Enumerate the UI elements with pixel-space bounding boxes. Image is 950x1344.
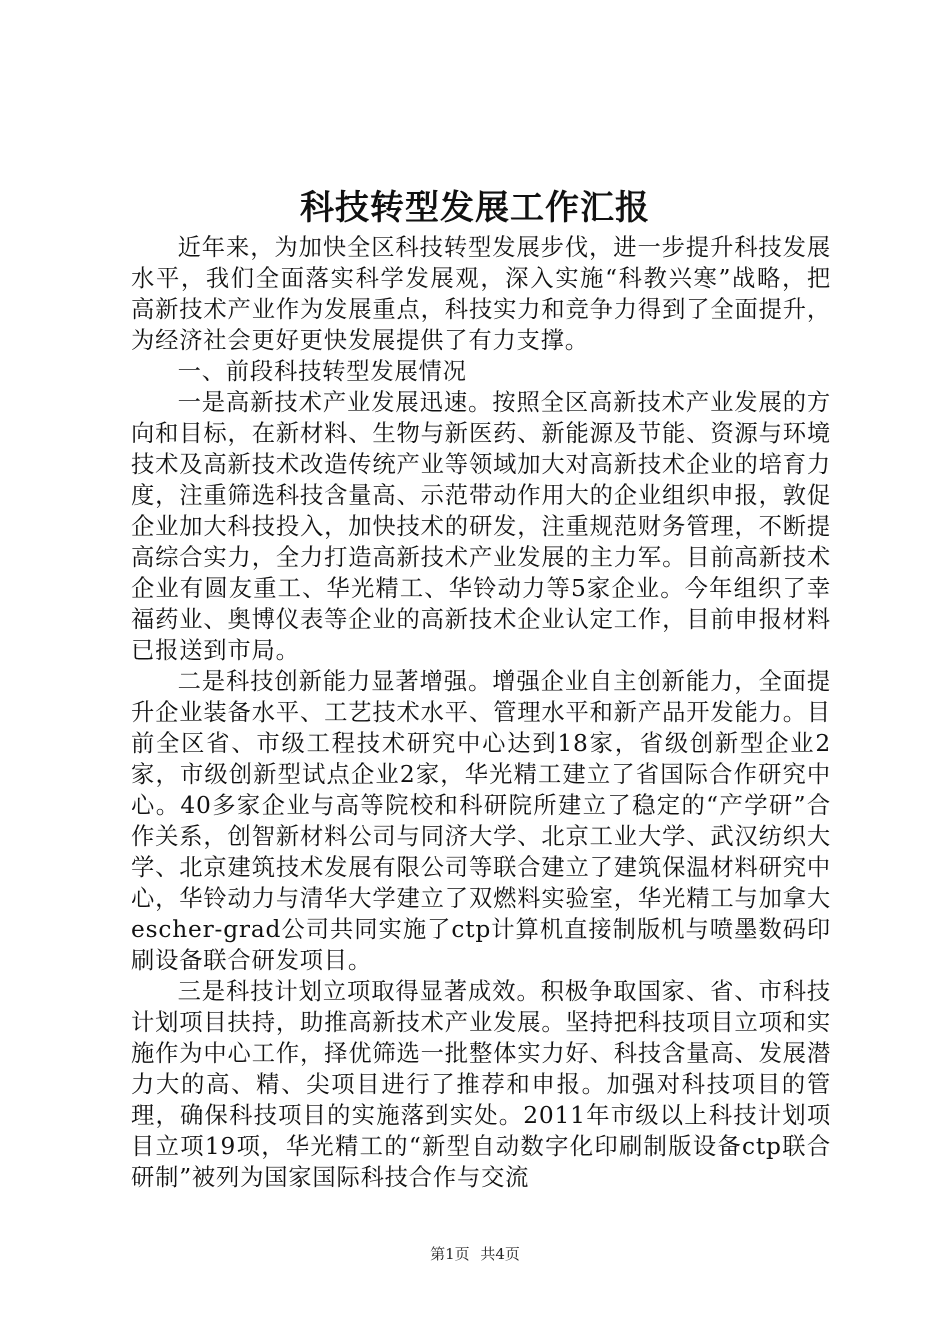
page-footer (0, 1243, 950, 1265)
page-number: 第1页 (430, 1245, 470, 1263)
paragraph-industry: 一是高新技术产业发展迅速。按照全区高新技术产业发展的方向和目标，在新材料、生物与新医药、新能源及节能、资源与环境技术及高新技术改造传统产业等领域加大对高新技术企业的培育力度，注重筛选科技含量高、示范带动作用大的企业组织申报，敦促企业加大科技投入，加快技术的研发，注重规范财务管理，不断提高综合实力，全力打造高新技术产业发展的主力军。目前高新技术企业有圆友重工、华光精工、华铃动力等5家企业。今年组织了幸福药业、奥博仪表等企业的高新技术企业认定工作，目前申报材料已报送到市局。 (131, 389, 831, 664)
paragraph-projects: 三是科技计划立项取得显著成效。积极争取国家、省、市科技计划项目扶持，助推高新技术产业发展。坚持把科技项目立项和实施作为中心工作，择优筛选一批整体实力好、科技含量高、发展潜力大的高、精、尖项目进行了推荐和申报。加强对科技项目的管理，确保科技项目的实施落到实处。2011年市级以上科技计划项目立项19项，华光精工的“新型自动数字化印刷制版设备ctp联合研制”被列为国家国际科技合作与交流 (131, 978, 831, 1191)
paragraph-intro: 近年来，为加快全区科技转型发展步伐，进一步提升科技发展水平，我们全面落实科学发展观，深入实施“科教兴寒”战略，把高新技术产业作为发展重点，科技实力和竞争力得到了全面提升，为经济社会更好更快发展提供了有力支撑。 (131, 234, 831, 354)
section-heading: 一、前段科技转型发展情况 (177, 358, 467, 385)
page-total: 共4页 (480, 1245, 520, 1263)
document-body (131, 232, 831, 1193)
document-title: 科技转型发展工作汇报 (300, 188, 650, 228)
paragraph-innovation: 二是科技创新能力显著增强。增强企业自主创新能力，全面提升企业装备水平、工艺技术水平、管理水平和新产品开发能力。目前全区省、市级工程技术研究中心达到18家，省级创新型企业2家，市级创新型试点企业2家，华光精工建立了省国际合作研究中心。40多家企业与高等院校和科研院所建立了稳定的“产学研”合作关系，创智新材料公司与同济大学、北京工业大学、武汉纺织大学、北京建筑技术发展有限公司等联合建立了建筑保温材料研究中心，华铃动力与清华大学建立了双燃料实验室，华光精工与加拿大escher-grad公司共同实施了ctp计算机直接制版机与喷墨数码印刷设备联合研发项目。 (131, 668, 831, 974)
